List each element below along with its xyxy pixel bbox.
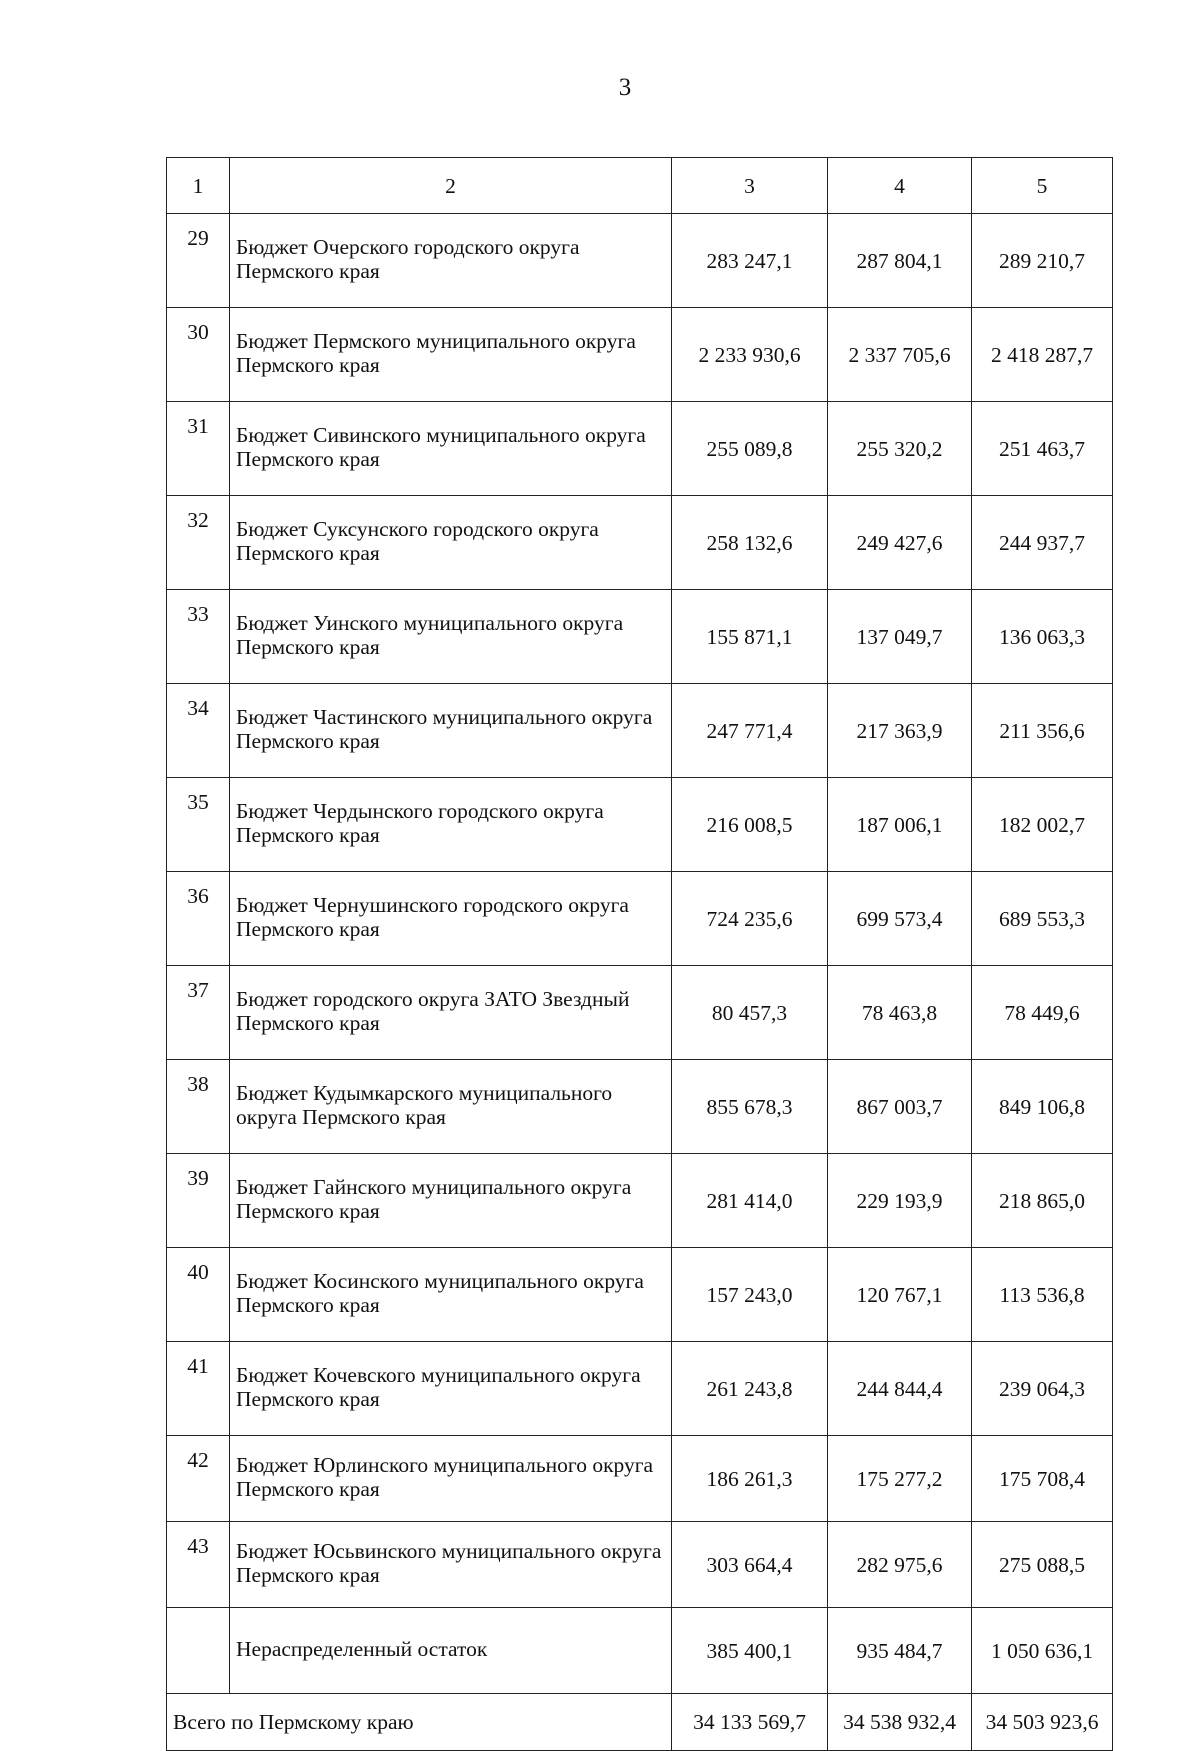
- value-col-3: 186 261,3: [672, 1436, 828, 1522]
- value-col-4: 175 277,2: [828, 1436, 972, 1522]
- value-col-3: 80 457,3: [672, 966, 828, 1060]
- value-col-4: 120 767,1: [828, 1248, 972, 1342]
- value-col-3: 303 664,4: [672, 1522, 828, 1608]
- value-col-3: 157 243,0: [672, 1248, 828, 1342]
- value-col-4: 229 193,9: [828, 1154, 972, 1248]
- value-col-4: 137 049,7: [828, 590, 972, 684]
- value-col-5: 78 449,6: [972, 966, 1113, 1060]
- table-row: [167, 1060, 1113, 1154]
- table-row: [167, 214, 1113, 308]
- value-col-5: 849 106,8: [972, 1060, 1113, 1154]
- column-name-header: 2: [230, 158, 672, 214]
- row-number: 43: [167, 1522, 230, 1608]
- row-number: 31: [167, 402, 230, 496]
- budget-name: Бюджет Частинского муниципального округа Пермского края: [230, 684, 672, 778]
- row-number: 32: [167, 496, 230, 590]
- row-number: 36: [167, 872, 230, 966]
- value-col-5: 182 002,7: [972, 778, 1113, 872]
- value-col-5: 136 063,3: [972, 590, 1113, 684]
- value-col-3: 247 771,4: [672, 684, 828, 778]
- budget-name: Бюджет Пермского муниципального округа Пермского края: [230, 308, 672, 402]
- value-col-4: 2 337 705,6: [828, 308, 972, 402]
- value-col-5: 175 708,4: [972, 1436, 1113, 1522]
- row-number: 39: [167, 1154, 230, 1248]
- table-row: [167, 308, 1113, 402]
- table-row: [167, 1342, 1113, 1436]
- value-col-4: 255 320,2: [828, 402, 972, 496]
- budget-name: Бюджет Сивинского муниципального округа Пермского края: [230, 402, 672, 496]
- value-col-5: 275 088,5: [972, 1522, 1113, 1608]
- value-col-3: 261 243,8: [672, 1342, 828, 1436]
- table-row: [167, 1436, 1113, 1522]
- table-row: [167, 778, 1113, 872]
- row-number-empty: [167, 1608, 230, 1694]
- value-col-3: 724 235,6: [672, 872, 828, 966]
- table-row: [167, 496, 1113, 590]
- value-col-5: 239 064,3: [972, 1342, 1113, 1436]
- total-row: [167, 1694, 1113, 1751]
- table-row: [167, 590, 1113, 684]
- unallocated-value-4: 935 484,7: [828, 1608, 972, 1694]
- budget-name: Бюджет Уинского муниципального округа Пермского края: [230, 590, 672, 684]
- budget-name: Бюджет городского округа ЗАТО Звездный Пермского края: [230, 966, 672, 1060]
- value-col-3: 155 871,1: [672, 590, 828, 684]
- total-value-3: 34 133 569,7: [672, 1694, 828, 1751]
- value-col-5: 2 418 287,7: [972, 308, 1113, 402]
- row-number: 30: [167, 308, 230, 402]
- row-number: 42: [167, 1436, 230, 1522]
- row-number: 41: [167, 1342, 230, 1436]
- budget-name: Бюджет Косинского муниципального округа Пермского края: [230, 1248, 672, 1342]
- column-number-header: 1: [167, 158, 230, 214]
- value-col-5: 218 865,0: [972, 1154, 1113, 1248]
- budget-name: Бюджет Кочевского муниципального округа Пермского края: [230, 1342, 672, 1436]
- value-col-4: 867 003,7: [828, 1060, 972, 1154]
- value-col-3: 283 247,1: [672, 214, 828, 308]
- row-number: 33: [167, 590, 230, 684]
- value-col-4: 282 975,6: [828, 1522, 972, 1608]
- value-col-3: 281 414,0: [672, 1154, 828, 1248]
- table-row: [167, 1154, 1113, 1248]
- value-col-5: 251 463,7: [972, 402, 1113, 496]
- column-value-4-header: 4: [828, 158, 972, 214]
- column-value-3-header: 3: [672, 158, 828, 214]
- budget-name: Бюджет Чернушинского городского округа Пермского края: [230, 872, 672, 966]
- budget-name: Бюджет Кудымкарского муниципального округа Пермского края: [230, 1060, 672, 1154]
- budget-name: Бюджет Суксунского городского округа Пермского края: [230, 496, 672, 590]
- total-value-5: 34 503 923,6: [972, 1694, 1113, 1751]
- value-col-4: 217 363,9: [828, 684, 972, 778]
- value-col-4: 187 006,1: [828, 778, 972, 872]
- budget-name: Бюджет Юрлинского муниципального округа Пермского края: [230, 1436, 672, 1522]
- table-row: [167, 684, 1113, 778]
- value-col-5: 244 937,7: [972, 496, 1113, 590]
- value-col-5: 289 210,7: [972, 214, 1113, 308]
- table-row: [167, 1522, 1113, 1608]
- row-number: 29: [167, 214, 230, 308]
- row-number: 40: [167, 1248, 230, 1342]
- budget-name: Бюджет Юсьвинского муниципального округа Пермского края: [230, 1522, 672, 1608]
- row-number: 34: [167, 684, 230, 778]
- row-number: 37: [167, 966, 230, 1060]
- budget-name: Бюджет Гайнского муниципального округа Пермского края: [230, 1154, 672, 1248]
- budget-name: Бюджет Чердынского городского округа Пермского края: [230, 778, 672, 872]
- value-col-4: 244 844,4: [828, 1342, 972, 1436]
- table-header-row: [167, 158, 1113, 214]
- table-row: [167, 1248, 1113, 1342]
- total-value-4: 34 538 932,4: [828, 1694, 972, 1751]
- column-value-5-header: 5: [972, 158, 1113, 214]
- value-col-3: 2 233 930,6: [672, 308, 828, 402]
- table-row: [167, 966, 1113, 1060]
- table-row: [167, 402, 1113, 496]
- value-col-3: 258 132,6: [672, 496, 828, 590]
- value-col-4: 699 573,4: [828, 872, 972, 966]
- unallocated-value-3: 385 400,1: [672, 1608, 828, 1694]
- table-row: [167, 872, 1113, 966]
- page-number: 3: [618, 74, 632, 101]
- value-col-5: 113 536,8: [972, 1248, 1113, 1342]
- value-col-3: 255 089,8: [672, 402, 828, 496]
- row-number: 35: [167, 778, 230, 872]
- value-col-3: 216 008,5: [672, 778, 828, 872]
- value-col-3: 855 678,3: [672, 1060, 828, 1154]
- unallocated-label: Нераспределенный остаток: [230, 1608, 672, 1694]
- unallocated-row: [167, 1608, 1113, 1694]
- unallocated-value-5: 1 050 636,1: [972, 1608, 1113, 1694]
- value-col-4: 78 463,8: [828, 966, 972, 1060]
- value-col-4: 249 427,6: [828, 496, 972, 590]
- value-col-4: 287 804,1: [828, 214, 972, 308]
- value-col-5: 211 356,6: [972, 684, 1113, 778]
- total-label: Всего по Пермскому краю: [167, 1694, 672, 1751]
- budget-table: [166, 157, 1113, 1751]
- budget-name: Бюджет Очерского городского округа Пермского края: [230, 214, 672, 308]
- row-number: 38: [167, 1060, 230, 1154]
- value-col-5: 689 553,3: [972, 872, 1113, 966]
